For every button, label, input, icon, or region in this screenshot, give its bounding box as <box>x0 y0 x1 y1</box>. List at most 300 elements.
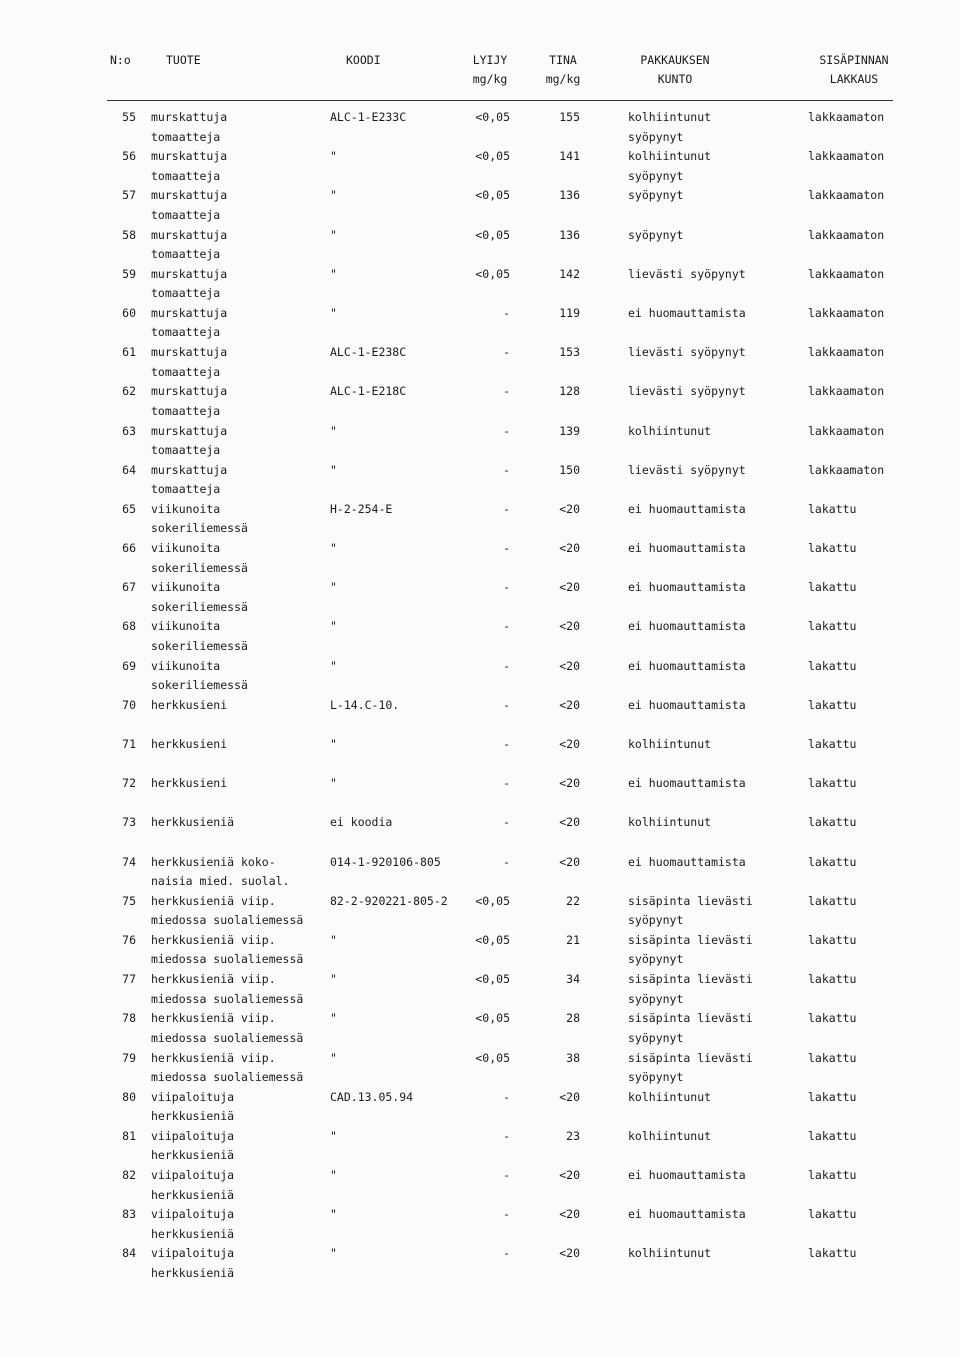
product-cell-line: herkkusieniä viip. <box>151 893 276 908</box>
condition-cell <box>628 461 798 481</box>
tin-cell: <20 <box>559 697 580 712</box>
product-cell-line: herkkusieniä viip. <box>151 972 276 987</box>
product-cell <box>151 304 331 343</box>
lacquer-cell: lakattu <box>808 619 857 634</box>
product-cell <box>151 1127 331 1166</box>
tin-cell: 38 <box>566 1050 580 1065</box>
condition-cell-line: ei huomauttamista <box>628 305 746 320</box>
product-cell <box>151 108 331 147</box>
code-cell: " <box>330 972 337 987</box>
product-cell-line: miedossa suolaliemessä <box>151 1030 304 1045</box>
row-number: 83 <box>122 1207 136 1222</box>
code-cell: CAD.13.05.94 <box>330 1089 414 1104</box>
code-cell: " <box>330 1128 337 1143</box>
condition-cell <box>628 422 798 442</box>
lead-cell: - <box>503 1128 510 1143</box>
code-cell: " <box>330 619 337 634</box>
lead-cell: - <box>503 541 510 556</box>
tin-cell: 21 <box>566 932 580 947</box>
code-cell: " <box>330 149 337 164</box>
product-cell <box>151 343 331 382</box>
condition-cell <box>628 147 798 186</box>
product-cell <box>151 500 331 539</box>
product-cell-line: viipaloituja <box>151 1168 235 1183</box>
lacquer-cell: lakkaamaton <box>808 384 885 399</box>
product-cell-line: tomaatteja <box>151 286 221 301</box>
product-cell <box>151 892 331 931</box>
code-cell: ei koodia <box>330 815 393 830</box>
code-cell: " <box>330 776 337 791</box>
condition-cell <box>628 970 798 1009</box>
row-number: 56 <box>122 149 136 164</box>
lacquer-cell: lakattu <box>808 1089 857 1104</box>
tin-cell: 142 <box>559 266 580 281</box>
product-cell-line: tomaatteja <box>151 207 221 222</box>
row-number: 84 <box>122 1246 136 1261</box>
lacquer-cell: lakattu <box>808 932 857 947</box>
lacquer-cell: lakattu <box>808 580 857 595</box>
product-cell-line: murskattuja <box>151 305 228 320</box>
product-cell <box>151 1009 331 1048</box>
lacquer-cell: lakattu <box>808 776 857 791</box>
row-number: 73 <box>122 815 136 830</box>
table-row <box>0 1127 960 1166</box>
product-cell <box>151 970 331 1009</box>
product-cell-line: sokeriliemessä <box>151 560 248 575</box>
condition-cell-line: ei huomauttamista <box>628 854 746 869</box>
table-row <box>0 1205 960 1244</box>
tin-cell: 34 <box>566 972 580 987</box>
code-cell: L-14.C-10. <box>330 697 400 712</box>
lacquer-cell: lakattu <box>808 1011 857 1026</box>
lacquer-cell: lakkaamaton <box>808 266 885 281</box>
table-header <box>0 51 960 91</box>
condition-cell-line: syöpynyt <box>628 952 684 967</box>
tin-cell: <20 <box>559 658 580 673</box>
lacquer-cell: lakkaamaton <box>808 462 885 477</box>
row-number: 66 <box>122 541 136 556</box>
code-cell: " <box>330 1207 337 1222</box>
table-row <box>0 1009 960 1048</box>
condition-cell <box>628 735 798 755</box>
condition-cell <box>628 657 798 677</box>
header-rule <box>107 100 893 101</box>
lead-cell: <0,05 <box>475 972 510 987</box>
product-cell <box>151 422 331 461</box>
lacquer-cell: lakattu <box>808 697 857 712</box>
lacquer-cell: lakattu <box>808 501 857 516</box>
row-number: 55 <box>122 110 136 124</box>
code-cell: " <box>330 658 337 673</box>
condition-cell <box>628 617 798 637</box>
table-row <box>0 147 960 186</box>
row-number: 62 <box>122 384 136 399</box>
condition-cell-line: syöpynyt <box>628 168 684 183</box>
lead-cell: - <box>503 776 510 791</box>
code-cell: " <box>330 462 337 477</box>
table-row <box>0 735 960 774</box>
condition-cell-line: syöpynyt <box>628 227 684 242</box>
condition-cell <box>628 1009 798 1048</box>
lead-cell: - <box>503 384 510 399</box>
lead-cell: - <box>503 305 510 320</box>
lead-cell: <0,05 <box>475 110 510 124</box>
condition-cell-line: ei huomauttamista <box>628 658 746 673</box>
product-cell-line: sokeriliemessä <box>151 638 248 653</box>
table-row <box>0 382 960 421</box>
lead-cell: <0,05 <box>475 188 510 203</box>
row-number: 59 <box>122 266 136 281</box>
condition-cell <box>628 1205 798 1225</box>
condition-cell <box>628 226 798 246</box>
product-cell-line: herkkusieniä <box>151 1187 235 1202</box>
table-row <box>0 696 960 735</box>
tin-cell: <20 <box>559 1246 580 1261</box>
condition-cell-line: ei huomauttamista <box>628 580 746 595</box>
product-cell <box>151 147 331 186</box>
code-cell: 82-2-920221-805-2 <box>330 893 448 908</box>
product-cell <box>151 226 331 265</box>
condition-cell-line: lievästi syöpynyt <box>628 384 746 399</box>
lead-cell: - <box>503 697 510 712</box>
code-cell: " <box>330 266 337 281</box>
lead-cell: <0,05 <box>475 1011 510 1026</box>
product-cell-line: miedossa suolaliemessä <box>151 1070 304 1084</box>
lead-cell: - <box>503 815 510 830</box>
condition-cell-line: sisäpinta lievästi <box>628 893 753 908</box>
table-row <box>0 461 960 500</box>
product-cell <box>151 774 331 794</box>
code-cell: " <box>330 188 337 203</box>
tin-cell: 150 <box>559 462 580 477</box>
code-cell: " <box>330 737 337 751</box>
product-cell-line: miedossa suolaliemessä <box>151 991 304 1006</box>
tin-cell: 23 <box>566 1128 580 1143</box>
row-number: 60 <box>122 305 136 320</box>
tin-cell: <20 <box>559 737 580 751</box>
product-cell-line: sokeriliemessä <box>151 521 248 536</box>
lacquer-cell: lakattu <box>808 854 857 869</box>
product-cell-line: murskattuja <box>151 462 228 477</box>
table-row <box>0 226 960 265</box>
condition-cell <box>628 265 798 285</box>
condition-cell <box>628 696 798 716</box>
product-cell-line: viipaloituja <box>151 1128 235 1143</box>
lacquer-cell: lakattu <box>808 541 857 556</box>
lead-cell: - <box>503 737 510 751</box>
table-row <box>0 774 960 813</box>
product-cell-line: herkkusieniä viip. <box>151 1011 276 1026</box>
product-cell-line: viikunoita <box>151 580 221 595</box>
product-cell-line: murskattuja <box>151 384 228 399</box>
code-cell: " <box>330 1246 337 1261</box>
lacquer-cell: lakattu <box>808 972 857 987</box>
condition-cell-line: ei huomauttamista <box>628 501 746 516</box>
row-number: 61 <box>122 345 136 360</box>
table-row <box>0 970 960 1009</box>
condition-cell-line: ei huomauttamista <box>628 697 746 712</box>
product-cell-line: tomaatteja <box>151 129 221 144</box>
lacquer-cell: lakkaamaton <box>808 110 885 124</box>
product-cell-line: murskattuja <box>151 149 228 164</box>
condition-cell <box>628 382 798 402</box>
lead-cell: <0,05 <box>475 227 510 242</box>
row-number: 74 <box>122 854 136 869</box>
product-cell-line: naisia mied. suolal. <box>151 874 290 889</box>
condition-cell-line: kolhiintunut <box>628 1089 712 1104</box>
tin-cell: <20 <box>559 1168 580 1183</box>
product-cell <box>151 1049 331 1088</box>
row-number: 67 <box>122 580 136 595</box>
product-cell <box>151 539 331 578</box>
lacquer-cell: lakkaamaton <box>808 188 885 203</box>
product-cell-line: tomaatteja <box>151 482 221 497</box>
product-cell <box>151 1166 331 1205</box>
condition-cell <box>628 1244 798 1264</box>
lead-cell: - <box>503 619 510 634</box>
tin-cell: 153 <box>559 345 580 360</box>
product-cell <box>151 578 331 617</box>
lacquer-cell: lakattu <box>808 658 857 673</box>
condition-cell <box>628 578 798 598</box>
table-row <box>0 617 960 656</box>
tin-cell: 139 <box>559 423 580 438</box>
product-cell <box>151 265 331 304</box>
product-cell <box>151 382 331 421</box>
row-number: 57 <box>122 188 136 203</box>
lead-cell: - <box>503 423 510 438</box>
table-row <box>0 1166 960 1205</box>
row-number: 64 <box>122 462 136 477</box>
product-cell <box>151 617 331 656</box>
lead-cell: <0,05 <box>475 149 510 164</box>
product-cell-line: viipaloituja <box>151 1207 235 1222</box>
lead-cell: - <box>503 854 510 869</box>
lacquer-cell: lakkaamaton <box>808 227 885 242</box>
lacquer-cell: lakkaamaton <box>808 345 885 360</box>
product-cell <box>151 696 331 716</box>
row-number: 69 <box>122 658 136 673</box>
header-lead: LYIJY mg/kg <box>472 53 508 86</box>
product-cell <box>151 853 331 892</box>
product-cell <box>151 1244 331 1283</box>
product-cell-line: herkkusieniä viip. <box>151 1050 276 1065</box>
lead-cell: - <box>503 501 510 516</box>
header-product: TUOTE <box>166 53 201 67</box>
product-cell <box>151 1088 331 1127</box>
table-row <box>0 931 960 970</box>
condition-cell <box>628 853 798 873</box>
product-cell <box>151 657 331 696</box>
product-cell <box>151 186 331 225</box>
product-cell-line: tomaatteja <box>151 247 221 262</box>
condition-cell-line: kolhiintunut <box>628 1128 712 1143</box>
tin-cell: <20 <box>559 1089 580 1104</box>
condition-cell-line: kolhiintunut <box>628 423 712 438</box>
code-cell: ALC-1-E233C <box>330 110 407 124</box>
tin-cell: 136 <box>559 227 580 242</box>
row-number: 82 <box>122 1168 136 1183</box>
tin-cell: <20 <box>559 580 580 595</box>
row-number: 80 <box>122 1089 136 1104</box>
tin-cell: 155 <box>559 110 580 124</box>
condition-cell <box>628 186 798 206</box>
code-cell: " <box>330 1050 337 1065</box>
code-cell: " <box>330 932 337 947</box>
condition-cell-line: syöpynyt <box>628 991 684 1006</box>
row-number: 76 <box>122 932 136 947</box>
condition-cell-line: sisäpinta lievästi <box>628 932 753 947</box>
row-number: 63 <box>122 423 136 438</box>
code-cell: " <box>330 227 337 242</box>
product-cell-line: herkkusieniä <box>151 815 235 830</box>
product-cell-line: viikunoita <box>151 658 221 673</box>
tin-cell: 119 <box>559 305 580 320</box>
product-cell-line: viipaloituja <box>151 1089 235 1104</box>
table-row <box>0 304 960 343</box>
condition-cell-line: kolhiintunut <box>628 1246 712 1261</box>
product-cell-line: herkkusieniä koko- <box>151 854 276 869</box>
table-row <box>0 1244 960 1283</box>
table-row <box>0 343 960 382</box>
product-cell-line: murskattuja <box>151 188 228 203</box>
tin-cell: 128 <box>559 384 580 399</box>
condition-cell <box>628 1166 798 1186</box>
tin-cell: 136 <box>559 188 580 203</box>
tin-cell: 22 <box>566 893 580 908</box>
condition-cell <box>628 1088 798 1108</box>
condition-cell <box>628 500 798 520</box>
condition-cell <box>628 892 798 931</box>
row-number: 68 <box>122 619 136 634</box>
row-number: 72 <box>122 776 136 791</box>
product-cell-line: herkkusieni <box>151 776 228 791</box>
code-cell: ALC-1-E218C <box>330 384 407 399</box>
condition-cell-line: syöpynyt <box>628 1070 684 1084</box>
product-cell-line: herkkusieniä <box>151 1148 235 1163</box>
row-number: 78 <box>122 1011 136 1026</box>
lead-cell: - <box>503 1089 510 1104</box>
product-cell <box>151 461 331 500</box>
product-cell-line: viikunoita <box>151 541 221 556</box>
condition-cell-line: sisäpinta lievästi <box>628 1011 753 1026</box>
table-row <box>0 853 960 892</box>
code-cell: " <box>330 423 337 438</box>
row-number: 71 <box>122 737 136 751</box>
condition-cell-line: ei huomauttamista <box>628 541 746 556</box>
lacquer-cell: lakkaamaton <box>808 149 885 164</box>
lead-cell: - <box>503 1168 510 1183</box>
row-number: 77 <box>122 972 136 987</box>
condition-cell <box>628 931 798 970</box>
table-row <box>0 108 960 147</box>
tin-cell: <20 <box>559 619 580 634</box>
product-cell-line: murskattuja <box>151 227 228 242</box>
product-cell-line: murskattuja <box>151 266 228 281</box>
lead-cell: - <box>503 580 510 595</box>
tin-cell: 141 <box>559 149 580 164</box>
condition-cell-line: lievästi syöpynyt <box>628 462 746 477</box>
code-cell: " <box>330 1011 337 1026</box>
product-cell-line: herkkusieniä viip. <box>151 932 276 947</box>
row-number: 58 <box>122 227 136 242</box>
condition-cell <box>628 539 798 559</box>
tin-cell: <20 <box>559 815 580 830</box>
header-lacquer: SISÄPINNAN LAKKAUS <box>819 53 889 86</box>
condition-cell-line: syöpynyt <box>628 129 684 144</box>
lacquer-cell: lakattu <box>808 1128 857 1143</box>
table-row <box>0 539 960 578</box>
condition-cell-line: ei huomauttamista <box>628 776 746 791</box>
condition-cell-line: kolhiintunut <box>628 815 712 830</box>
table-row <box>0 500 960 539</box>
tin-cell: <20 <box>559 776 580 791</box>
table-body <box>0 108 960 1284</box>
lead-cell: - <box>503 1207 510 1222</box>
product-cell-line: tomaatteja <box>151 325 221 340</box>
lacquer-cell: lakattu <box>808 1207 857 1222</box>
row-number: 75 <box>122 893 136 908</box>
table-row <box>0 578 960 617</box>
product-cell <box>151 813 331 833</box>
product-cell-line: herkkusieniä <box>151 1265 235 1280</box>
condition-cell-line: lievästi syöpynyt <box>628 345 746 360</box>
product-cell-line: tomaatteja <box>151 403 221 418</box>
product-cell-line: herkkusieni <box>151 697 228 712</box>
product-cell-line: murskattuja <box>151 345 228 360</box>
lacquer-cell: lakattu <box>808 893 857 908</box>
condition-cell-line: ei huomauttamista <box>628 1207 746 1222</box>
code-cell: ALC-1-E238C <box>330 345 407 360</box>
product-cell <box>151 1205 331 1244</box>
product-cell-line: herkkusieniä <box>151 1226 235 1241</box>
header-tin: TINA mg/kg <box>545 53 581 86</box>
condition-cell-line: sisäpinta lievästi <box>628 1050 753 1065</box>
row-number: 81 <box>122 1128 136 1143</box>
condition-cell-line: syöpynyt <box>628 188 684 203</box>
product-cell-line: miedossa suolaliemessä <box>151 952 304 967</box>
condition-cell-line: ei huomauttamista <box>628 619 746 634</box>
product-cell-line: murskattuja <box>151 110 228 124</box>
row-number: 65 <box>122 501 136 516</box>
product-cell <box>151 931 331 970</box>
condition-cell-line: lievästi syöpynyt <box>628 266 746 281</box>
header-no: N:o <box>110 53 131 67</box>
header-code: KOODI <box>346 53 381 67</box>
table-row <box>0 892 960 931</box>
lacquer-cell: lakattu <box>808 815 857 830</box>
condition-cell <box>628 774 798 794</box>
product-cell-line: viikunoita <box>151 501 221 516</box>
table-row <box>0 813 960 852</box>
table-row <box>0 265 960 304</box>
condition-cell-line: syöpynyt <box>628 913 684 928</box>
lacquer-cell: lakattu <box>808 737 857 751</box>
lead-cell: - <box>503 462 510 477</box>
condition-cell <box>628 1049 798 1088</box>
tin-cell: <20 <box>559 501 580 516</box>
table-row <box>0 422 960 461</box>
tin-cell: <20 <box>559 1207 580 1222</box>
lead-cell: <0,05 <box>475 893 510 908</box>
product-cell-line: herkkusieniä <box>151 1109 235 1124</box>
lacquer-cell: lakkaamaton <box>808 423 885 438</box>
condition-cell-line: ei huomauttamista <box>628 1168 746 1183</box>
tin-cell: <20 <box>559 854 580 869</box>
lead-cell: <0,05 <box>475 932 510 947</box>
product-cell-line: viipaloituja <box>151 1246 235 1261</box>
lacquer-cell: lakattu <box>808 1168 857 1183</box>
